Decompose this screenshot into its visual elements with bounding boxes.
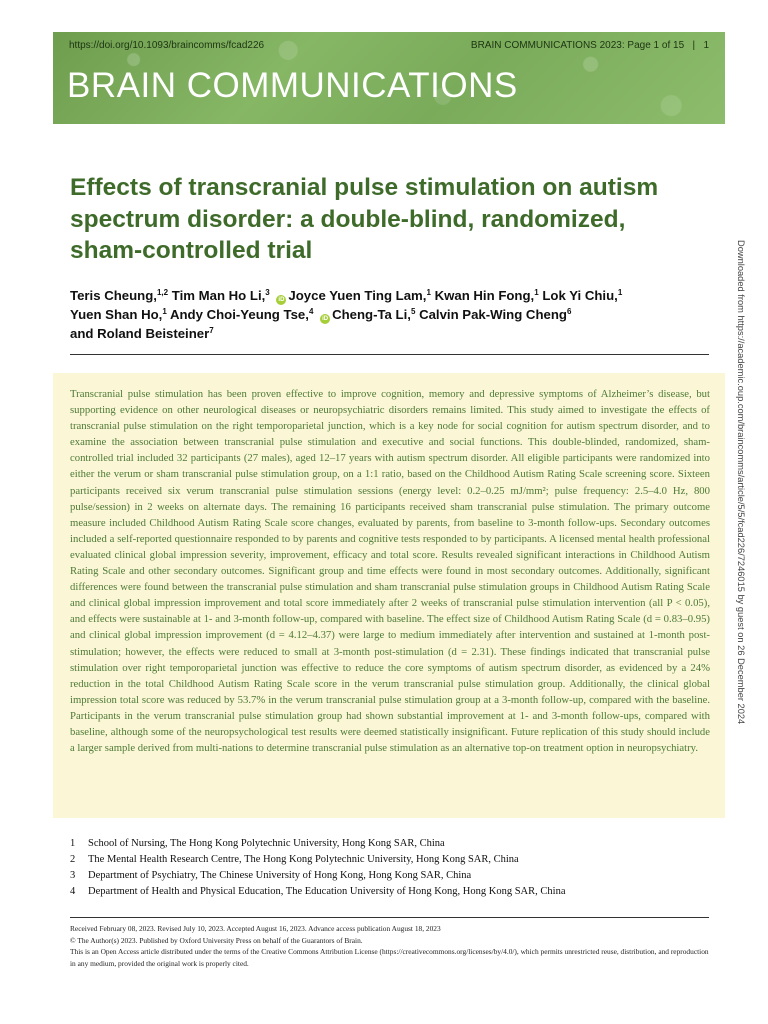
author [70,288,168,303]
author-affiliation-ref: 1 [617,288,623,297]
history-line: Received February 08, 2023. Revised July 10, 2023. Accepted August 16, 2023. Advance access publication August 18, 2023 [70,924,441,933]
author-name: Yuen Shan Ho, [70,307,163,322]
author-name: Lok Yi Chiu, [542,288,618,303]
author [70,326,214,341]
affiliation-list [70,836,710,900]
banner-meta [69,40,709,51]
affiliation-number: 4 [70,886,76,897]
author-list [70,286,710,343]
download-notice-text: Downloaded from https://academic.oup.com/braincomms/article/5/5/fcad226/7246015 by guest on 26 December 2024 [736,240,746,725]
author-name: Kwan Hin Fong, [434,288,535,303]
affiliation-item [70,868,710,884]
journal-banner [53,32,725,124]
author-affiliation-ref: 6 [566,307,572,316]
affiliation-text: School of Nursing, The Hong Kong Polytechnic University, Hong Kong SAR, China [88,838,445,849]
affiliation-number: 3 [70,870,76,881]
author-name: Teris Cheung, [70,288,157,303]
orcid-icon[interactable]: iD [278,297,285,303]
author [317,307,415,322]
page-separator: | [692,40,696,51]
author-name: Calvin Pak-Wing Cheng [419,307,567,322]
author [542,288,622,303]
affiliation-text: The Mental Health Research Centre, The Hong Kong Polytechnic University, Hong Kong SAR, China [88,854,519,865]
author [419,307,571,322]
author-affiliation-ref: 1,2 [156,288,169,297]
article-title: Effects of transcranial pulse stimulation on autism spectrum disorder: a double-blind, randomized, sham-controlled trial [70,174,659,264]
journal-name: BRAIN COMMUNICATIONS [67,66,518,105]
author-name: Andy Choi-Yeung Tse, [169,307,309,322]
download-notice [734,240,748,800]
author-name: Cheng-Ta Li, [332,307,411,322]
author [70,307,167,322]
affiliation-text: Department of Health and Physical Education, The Education University of Hong Kong, Hong Kong SAR, China [88,886,566,897]
doi-link[interactable]: https://doi.org/10.1093/braincomms/fcad226 [69,40,265,51]
author-affiliation-ref: 7 [209,326,214,335]
author-affiliation-ref: 1 [426,288,431,297]
author-name: Joyce Yuen Ting Lam, [288,288,427,303]
affiliation-number: 1 [70,838,76,849]
author-affiliation-ref: 3 [265,288,270,297]
author [170,307,313,322]
author-affiliation-ref: 1 [162,307,167,316]
footer-divider [70,917,709,918]
page-number: 1 [703,40,709,51]
abstract-text: Transcranial pulse stimulation has been proven effective to improve cognition, memory and depressive symptoms of Alzheimer’s disease, but supporting evidence on other neurological diseases or neuropsychiatric disorders remains limited. This study aimed to investigate the effects of transcranial pulse stimulation on the right temporoparietal junction, which is a key node for social cognition for autism spectrum disorder, and to examine the association between transcranial pulse stimulation and executive and social functions. This double-blinded, randomized, sham-controlled trial included 32 participants (27 males), aged 12–17 years with autism spectrum disorder. All eligible participants were randomized into either the verum or sham transcranial pulse stimulation group, on a 1:1 ratio, based on the Childhood Autism Rating Scale screening score. Sixteen participants received six verum transcranial pulse stimulation sessions (energy level: 0.2–0.25 mJ/mm²; pulse frequency: 2.5–4.0 Hz, 800 pulse/session) in 2 weeks on alternate days. The remaining 16 participants received sham transcranial pulse stimulation. The primary outcome measure included Childhood Autism Rating Scale score changes, evaluated by parents, from baseline to 3-month follow-ups. Secondary outcomes included a self-reported questionnaire responded to by parents and cognitive tests responded to by participants. A licensed mental health professional evaluated clinical global impression severity, improvement, efficacy and total score. Results revealed significant interactions in Childhood Autism Rating Scale and other secondary outcomes. Significant group and time effects were found in most secondary outcomes. Additionally, significant differences were found between the transcranial pulse stimulation and sham transcranial pulse stimulation groups in Childhood Autism Rating Scale and clinical global impression improvement and total score immediately after 2 weeks of transcranial pulse stimulation intervention (all P < 0.05), and effects were sustainable at 1- and 3-month follow-up, compared with baseline. The effect size of Childhood Autism Rating Scale (d = 0.83–0.95) and clinical global impression improvement (d = 4.12–4.37) were large to medium immediately after intervention and sustained at 1-month post-stimulation; however, the effects were reduced to small at 3-month post-stimulation (d = 2.31). These findings indicated that transcranial pulse stimulation over right temporoparietal junction was effective to reduce the core symptoms of autism spectrum disorder, as evidenced by a 24% reduction in the total Childhood Autism Rating Scale score in the verum transcranial pulse stimulation group. Additionally, the clinical global impression total score was reduced by 53.7% in the verum transcranial pulse stimulation group at a 3-month follow-up, compared with the baseline. Participants in the verum transcranial pulse stimulation group had shown substantial improvement at 1- and 3-month follow-ups, compared with baseline, although some of the neuropsychological test results were deemed statistically insignificant. Future replication of this study should include a larger sample derived from multi-nations to determine transcranial pulse stimulation as an alternative top-on treatment option in neuropsychiatry. [70,388,710,755]
author-affiliation-ref: 5 [410,307,416,316]
journal-page-label: BRAIN COMMUNICATIONS 2023: Page 1 of 15 [470,40,685,51]
affiliation-text: Department of Psychiatry, The Chinese University of Hong Kong, Hong Kong SAR, China [88,870,472,881]
abstract-box [53,373,725,818]
divider [70,354,709,355]
author [435,288,539,303]
author-affiliation-ref: 1 [534,288,539,297]
journal-page-info [471,40,709,51]
orcid-icon[interactable]: iD [322,316,329,322]
affiliation-number: 2 [70,854,76,865]
author [172,288,270,303]
author-affiliation-ref: 4 [308,307,314,316]
affiliation-item [70,884,710,900]
license-text: This is an Open Access article distributed under the terms of the Creative Commons Attribution License (https://creativecommons.org/licenses/by/4.0/), which permits unrestricted reuse, distribution, and reproduction in any medium, provided the original work is properly cited. [70,947,709,969]
affiliation-item [70,836,710,852]
article-footer [70,923,715,970]
affiliation-item [70,852,710,868]
author [273,288,430,303]
copyright-line: © The Author(s) 2023. Published by Oxford University Press on behalf of the Guarantors of Brain. [70,935,363,945]
author-name: and Roland Beisteiner [70,326,210,341]
author-name: Tim Man Ho Li, [171,288,266,303]
